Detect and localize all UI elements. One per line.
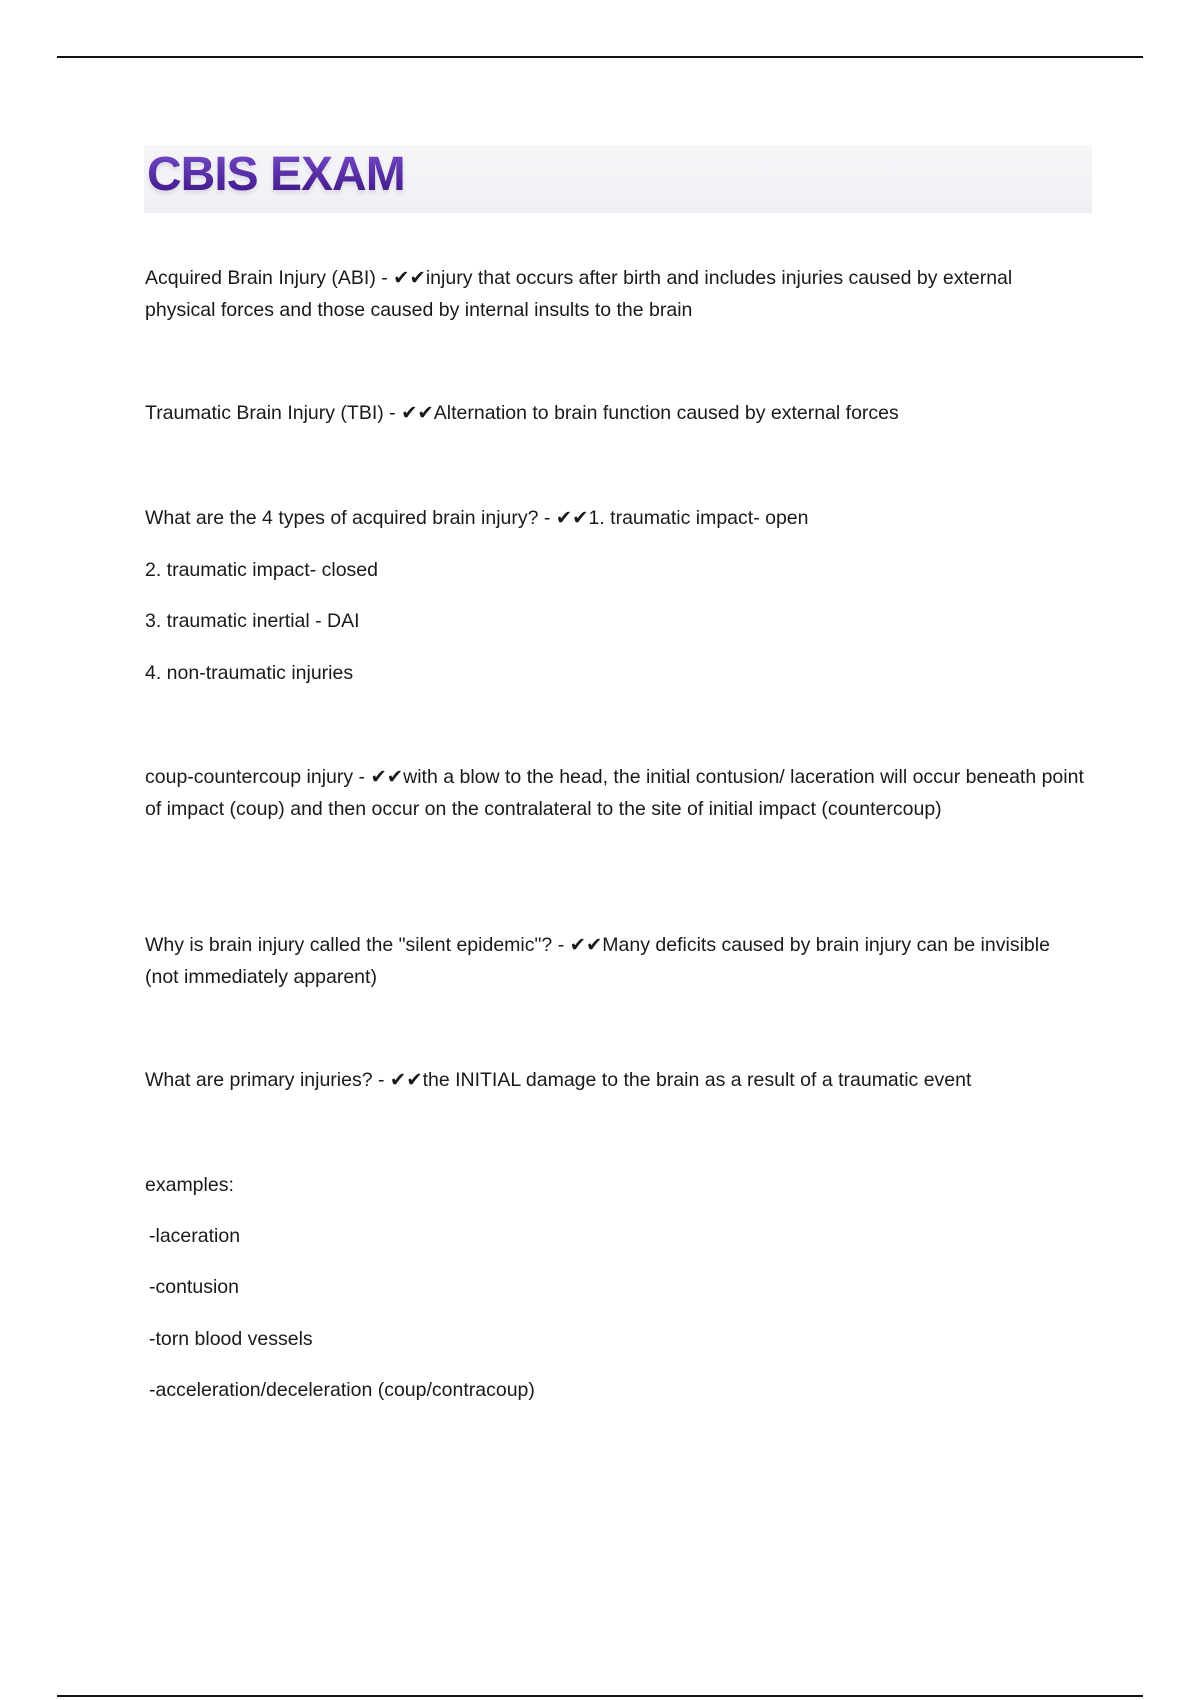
title-banner bbox=[144, 145, 1092, 213]
list-item-type-4: 4. non-traumatic injuries bbox=[145, 662, 354, 684]
example-item-laceration: -laceration bbox=[149, 1225, 241, 1247]
paragraph-abi: Acquired Brain Injury (ABI) - ✔✔injury that occurs after birth and includes injuries caused by external physical forces and those caused by internal insults to the brain bbox=[145, 267, 1013, 321]
example-item-acceleration: -acceleration/deceleration (coup/contracoup) bbox=[149, 1379, 535, 1401]
examples-label: examples: bbox=[145, 1174, 234, 1196]
list-item-type-3: 3. traumatic inertial - DAI bbox=[145, 610, 360, 632]
document-title: CBIS EXAM bbox=[147, 148, 405, 201]
paragraph-coup-countercoup: coup-countercoup injury - ✔✔with a blow to the head, the initial contusion/ laceration will occur beneath point of impact (coup) and then occur on the contralateral to the site of initial impact (countercoup) bbox=[145, 766, 1084, 820]
paragraph-types-question: What are the 4 types of acquired brain injury? - ✔✔1. traumatic impact- open bbox=[145, 507, 809, 529]
paragraph-tbi: Traumatic Brain Injury (TBI) - ✔✔Alternation to brain function caused by external forces bbox=[145, 402, 899, 424]
paragraph-silent-epidemic: Why is brain injury called the "silent epidemic"? - ✔✔Many deficits caused by brain injury can be invisible (not immediately apparent) bbox=[145, 934, 1050, 988]
header-rule bbox=[57, 56, 1143, 58]
list-item-type-2: 2. traumatic impact- closed bbox=[145, 559, 379, 581]
footer-rule bbox=[57, 1695, 1143, 1697]
example-item-contusion: -contusion bbox=[149, 1276, 239, 1298]
example-item-torn-vessels: -torn blood vessels bbox=[149, 1328, 313, 1350]
paragraph-primary-injuries: What are primary injuries? - ✔✔the INITIAL damage to the brain as a result of a traumatic event bbox=[145, 1069, 972, 1091]
